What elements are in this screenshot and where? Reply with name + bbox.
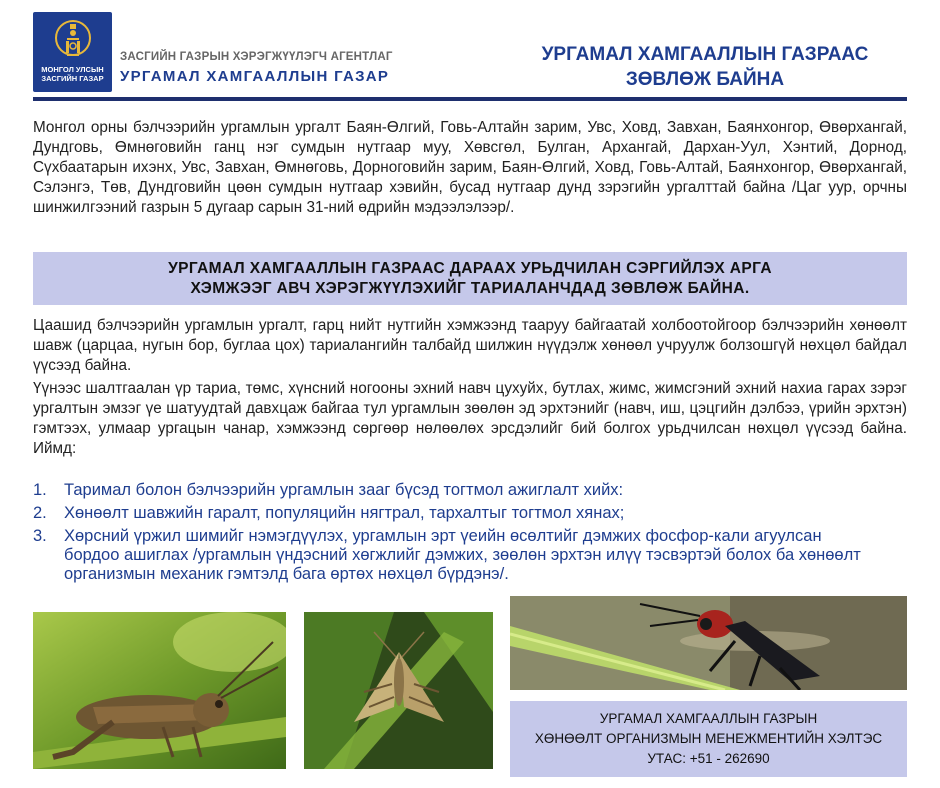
- list-number: 1.: [33, 481, 47, 499]
- contact-phone: УТАС: +51 - 262690: [647, 751, 770, 766]
- intro-paragraph: Монгол орны бэлчээрийн ургамлын ургалт Баян-Өлгий, Говь-Алтайн зарим, Увс, Ховд, Завхан, Баянхонгор, Өвөрхангай, Дундговь, Өмнөговийн ганц нэг сумдын нутгаар муу, Хөвсгөл, Булган, Архангай, Дархан-Уул, Хэнтий, Дорнод, Сүхбаатарын ихэнх, Увс, Завхан, Өмнөговь, Дорноговийн зарим, Баян-Өлгий, Ховд, Говь-Алтай, Баянхонгор, Өвөрхангай, Сэлэнгэ, Төв, Дундговийн цөөн сумдын нутгаар хэвийн, бусад нутгаар дунд зэрэгийн ургалттай байна /Цаг уур, орчны шинжилгээний газрын 5 дугаар сарын 31-ний өдрийн мэдээлэлээр/.: [33, 119, 907, 216]
- contact-box: [510, 701, 907, 777]
- list-text: Хөрсний үржил шимийг нэмэгдүүлэх, ургамлын эрт үеийн өсөлтийг дэмжих фосфор-кали агуулсан бордоо ашиглах /ургамлын үндэсний хөгжлийг дэмжих, зөөлөн эрхтэн илүү тэсвэртэй болох ба хөнөөлт организмын механик гэмтэлд бага өртөх нөхцөл бүрдэнэ/.: [64, 527, 861, 583]
- list-item: [33, 504, 863, 523]
- list-number: 2.: [33, 504, 47, 522]
- risk-paragraph: Үүнээс шалтгаалан үр тариа, төмс, хүнсний ногооны эхний навч цухуйх, бутлах, жимс, жимсгэний эхний нахиа гарах зэрэг ургалтын эмзэг үе шатуудтай давхцаж байгаа тул ургамлын зөөлөн эд эрхтэнийг (навч, иш, цэцгийн дэлбээ, үрийн эрхтэн) гэмтээх, улмаар ургацын чанар, хэмжээнд сөргөөр нөлөөлөх эрсдэлийг бий болгох урьдчилсан нөхцөл үүсээд байна. Иймд:: [33, 380, 907, 457]
- list-item: [33, 481, 863, 500]
- list-text: Таримал болон бэлчээрийн ургамлын зааг бүсэд тогтмол ажиглалт хийх:: [64, 481, 624, 499]
- list-text: Хөнөөлт шавжийн гаралт, популяцийн нягтрал, тархалтыг тогтмол хянах;: [64, 504, 625, 522]
- situation-paragraph: Цаашид бэлчээрийн ургамлын ургалт, гарц нийт нутгийн хэмжээнд тааруу байгаатай холбоотойгоор бэлчээрийн хөнөөлт шавж (царцаа, нугын бор, буглаа цох) тариалангийн талбайд шилжин нүүдэлж хөнөөл учруулж болзошгүй нөхцөл байдал үүсээд байна.: [33, 317, 907, 374]
- moth-photo: [304, 612, 493, 769]
- agency-name: УРГАМАЛ ХАМГААЛЛЫН ГАЗАР: [120, 68, 390, 85]
- page-title: УРГАМАЛ ХАМГААЛЛЫН ГАЗРААС ЗӨВЛӨЖ БАЙНА: [541, 44, 869, 90]
- advice-banner: [33, 252, 907, 305]
- contact-department: ХӨНӨӨЛТ ОРГАНИЗМЫН МЕНЕЖМЕНТИЙН ХЭЛТЭС: [534, 731, 883, 746]
- government-logo: [33, 12, 112, 92]
- header-divider: [33, 97, 907, 101]
- list-item: [33, 527, 863, 584]
- recommendation-list: [33, 481, 863, 588]
- beetle-photo: [510, 596, 907, 690]
- grasshopper-photo: [33, 612, 286, 769]
- list-number: 3.: [33, 527, 47, 545]
- agency-subtitle: ЗАСГИЙН ГАЗРЫН ХЭРЭГЖҮҮЛЭГЧ АГЕНТЛАГ: [120, 51, 393, 63]
- contact-org: УРГАМАЛ ХАМГААЛЛЫН ГАЗРЫН: [599, 711, 818, 726]
- soyombo-emblem-icon: [53, 18, 93, 62]
- logo-caption: МОНГОЛ УЛСЫН ЗАСГИЙН ГАЗАР: [41, 65, 104, 83]
- banner-text: УРГАМАЛ ХАМГААЛЛЫН ГАЗРААС ДАРААХ УРЬДЧИЛАН СЭРГИЙЛЭХ АРГА ХЭМЖЭЭГ АВЧ ХЭРЭГЖҮҮЛЭХИЙГ ТАРИАЛАНЧДАД ЗӨВЛӨЖ БАЙНА.: [168, 259, 772, 297]
